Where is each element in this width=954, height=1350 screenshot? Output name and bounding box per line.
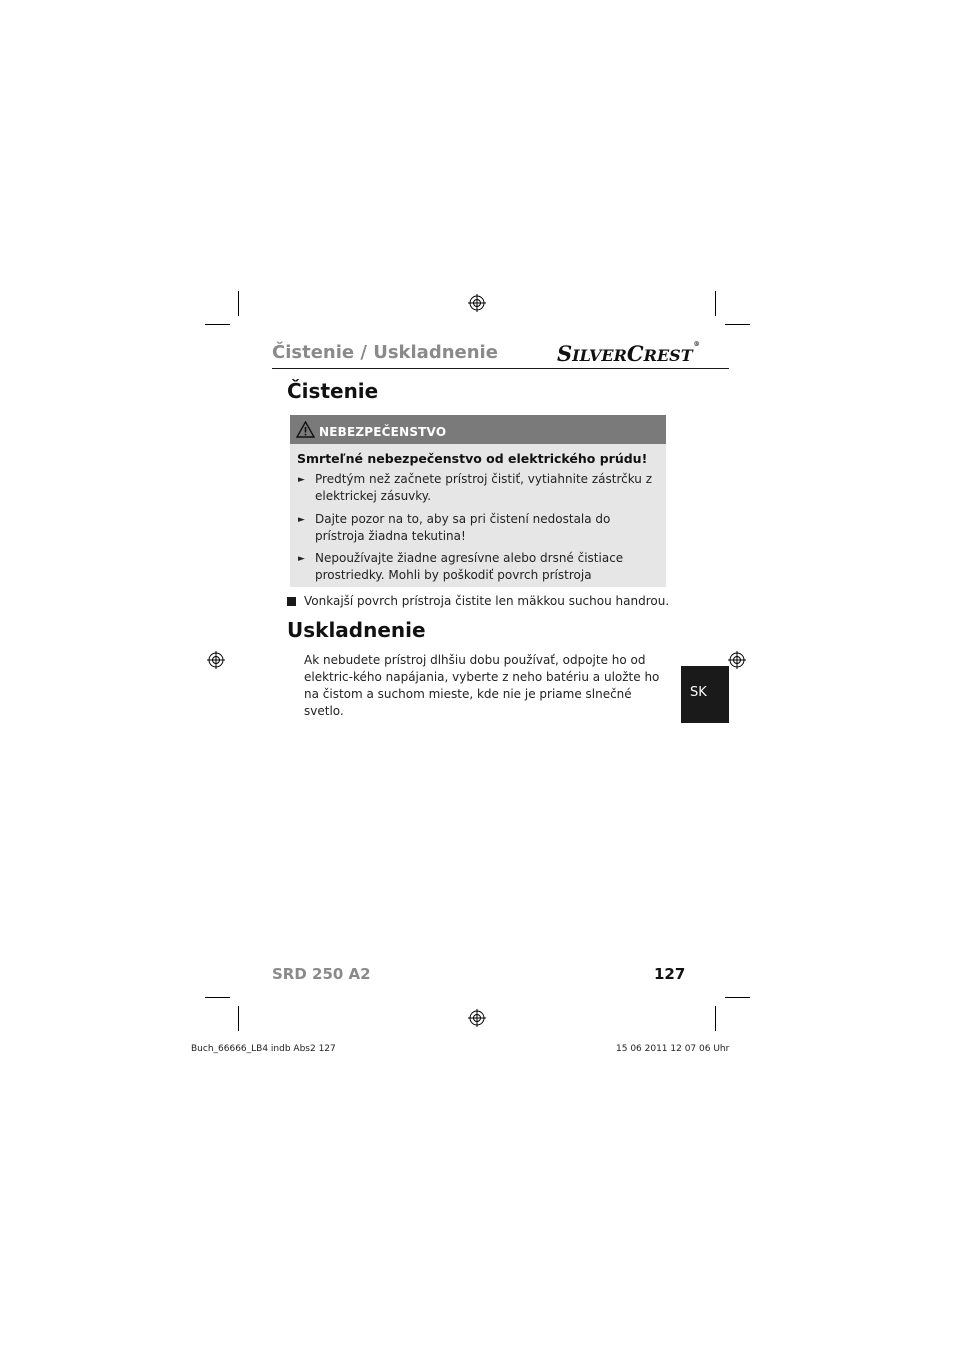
storage-text: Ak nebudete prístroj dlhšiu dobu používať, odpojte ho od elektric-kého napájania, vyberte z neho batériu a uložte ho na čistom a suchom mieste, kde nie je priame slnečné svetlo. [304, 653, 660, 718]
crop-mark-top-right-v [715, 291, 716, 316]
page-number: 127 [654, 965, 686, 983]
crop-mark-bottom-right-h [725, 997, 750, 998]
registration-mark-icon [468, 1009, 486, 1027]
crop-mark-top-left-h [205, 324, 230, 325]
crop-mark-bottom-right-v [715, 1006, 716, 1031]
warning-subtitle: Smrteľné nebezpečenstvo od elektrického prúdu! [297, 451, 648, 466]
crop-mark-bottom-left-h [205, 997, 230, 998]
arrow-bullet-icon: ► [298, 554, 305, 564]
cleaning-heading: Čistenie [287, 379, 379, 403]
crop-mark-top-right-h [725, 324, 750, 325]
registered-mark: ® [693, 341, 700, 348]
warning-item: Nepoužívajte žiadne agresívne alebo drsné čistiace prostriedky. Mohli by poškodiť povrch prístroja [315, 551, 624, 582]
brand-logo-part: ILVER [572, 346, 627, 365]
warning-label: NEBEZPEČENSTVO [319, 425, 447, 439]
brand-logo-part: S [557, 341, 573, 366]
crop-mark-bottom-left-v [238, 1006, 239, 1031]
model-number: SRD 250 A2 [272, 965, 371, 983]
print-slug-left: Buch_66666_LB4 indb Abs2 127 [191, 1044, 336, 1054]
warning-item: Predtým než začnete prístroj čistiť, vytiahnite zástrčku z elektrickej zásuvky. [315, 472, 653, 503]
header-rule [272, 368, 729, 369]
arrow-bullet-icon: ► [298, 515, 305, 525]
arrow-bullet-icon: ► [298, 475, 305, 485]
brand-logo-part: REST [643, 346, 693, 365]
registration-mark-icon [207, 651, 225, 669]
brand-logo [557, 341, 700, 366]
registration-mark-icon [728, 651, 746, 669]
square-bullet-icon [287, 597, 296, 606]
language-tab-label: SK [690, 685, 707, 700]
print-slug-right: 15 06 2011 12 07 06 Uhr [616, 1044, 730, 1054]
section-title: Čistenie / Uskladnenie [272, 342, 498, 363]
warning-triangle-icon [296, 421, 315, 438]
storage-heading: Uskladnenie [287, 618, 426, 642]
cleaning-note: Vonkajší povrch prístroja čistite len mäkkou suchou handrou. [304, 594, 670, 608]
brand-logo-part: C [626, 341, 644, 366]
crop-mark-top-left-v [238, 291, 239, 316]
warning-item: Dajte pozor na to, aby sa pri čistení nedostala do prístroja žiadna tekutina! [315, 512, 611, 543]
registration-mark-icon [468, 294, 486, 312]
